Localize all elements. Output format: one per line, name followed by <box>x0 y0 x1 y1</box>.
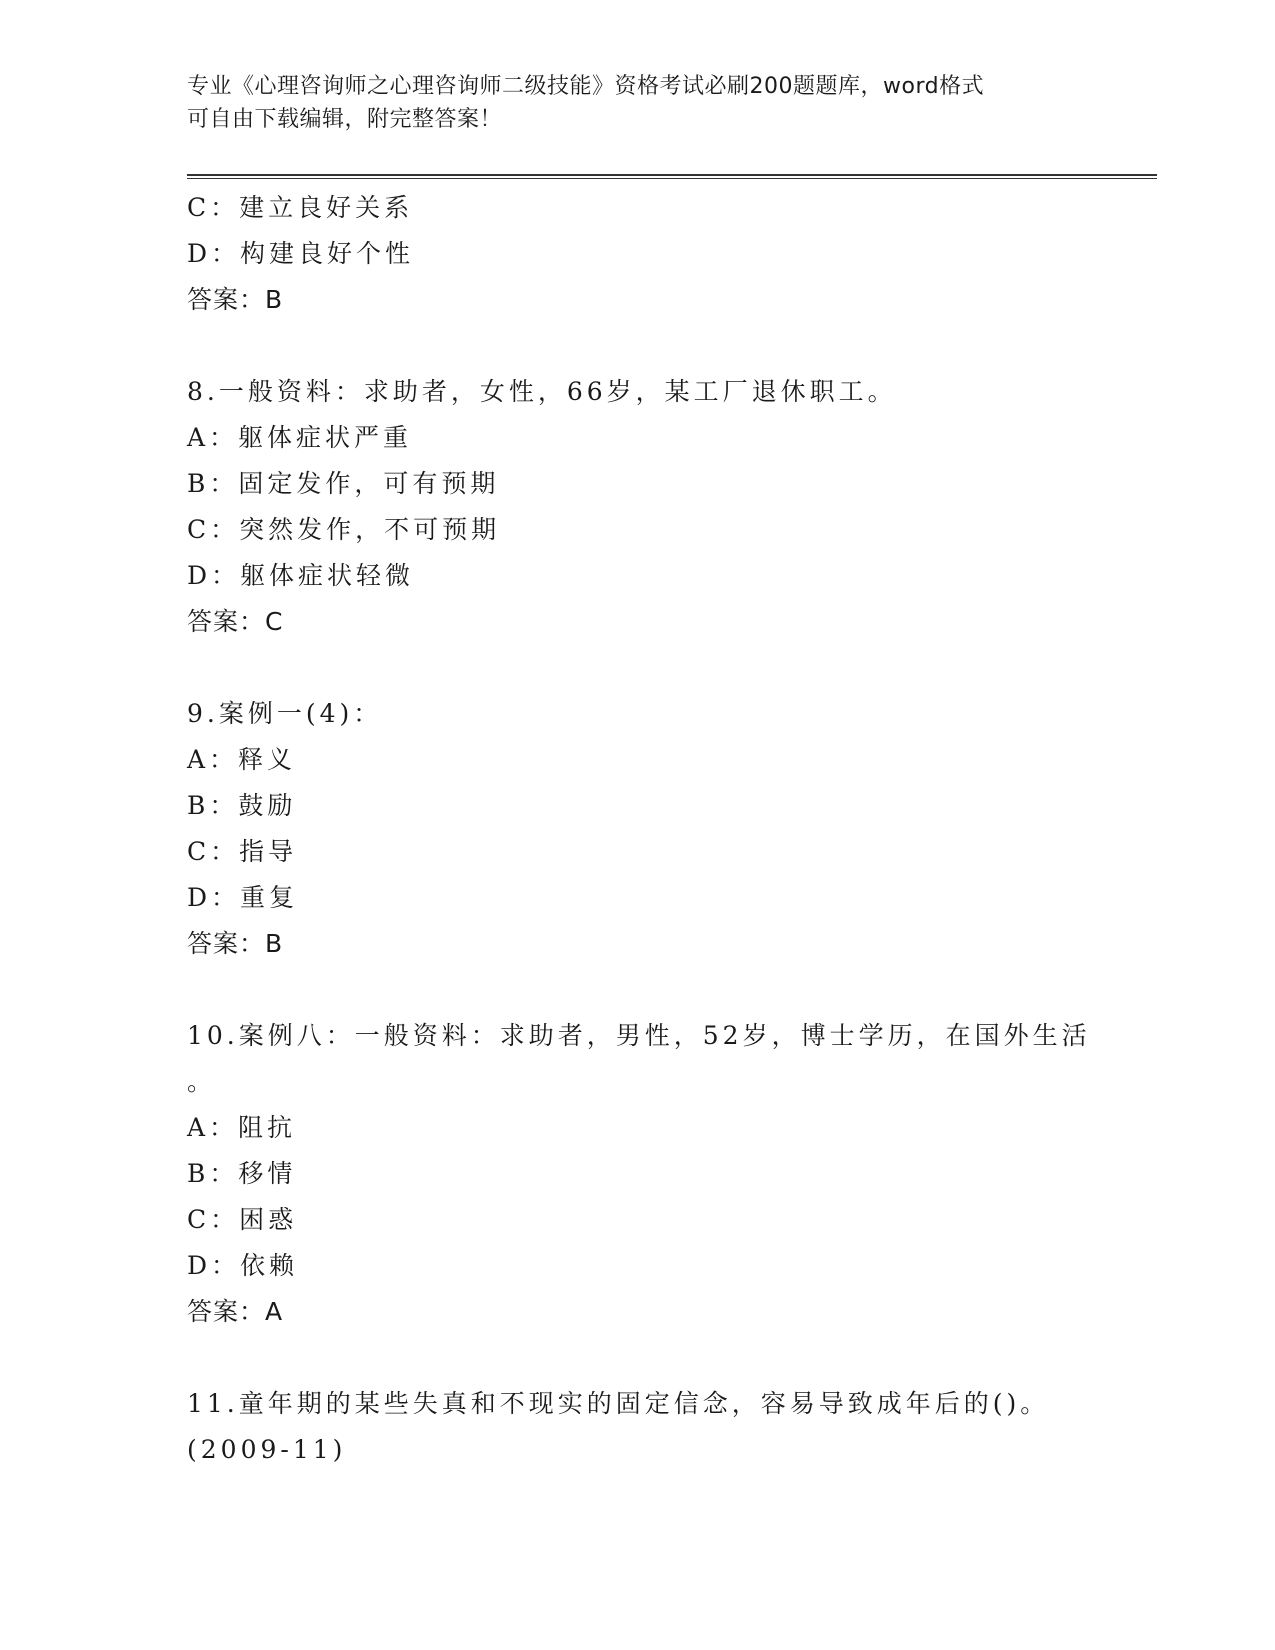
q9-option-b: B：鼓励 <box>187 791 297 820</box>
q9-option-d: D：重复 <box>187 883 299 912</box>
q11-question-line-1: 11.童年期的某些失真和不现实的固定信念，容易导致成年后的()。 <box>187 1389 1050 1418</box>
q10-option-a: A：阻抗 <box>187 1113 297 1142</box>
q10-question-line-2: 。 <box>187 1067 217 1096</box>
q10-answer: 答案：A <box>187 1297 284 1326</box>
q7-answer: 答案：B <box>187 285 284 314</box>
q8-option-c: C：突然发作，不可预期 <box>187 515 501 544</box>
q9-option-a: A：释义 <box>187 745 297 774</box>
document-page <box>187 70 1157 1473</box>
spacer <box>187 967 1157 1013</box>
header-line-1: 专业《心理咨询师之心理咨询师二级技能》资格考试必刷200题题库，word格式 <box>187 74 985 99</box>
q7-option-d: D：构建良好个性 <box>187 239 415 268</box>
spacer <box>187 645 1157 691</box>
header-divider <box>187 174 1157 179</box>
q9-option-c: C：指导 <box>187 837 298 866</box>
q9-answer: 答案：B <box>187 929 284 958</box>
q7-option-c: C：建立良好关系 <box>187 193 414 222</box>
spacer <box>187 323 1157 369</box>
q8-option-a: A：躯体症状严重 <box>187 423 413 452</box>
q10-option-b: B：移情 <box>187 1159 297 1188</box>
q10-option-d: D：依赖 <box>187 1251 299 1280</box>
question-list <box>187 185 1157 1473</box>
q8-question: 8.一般资料：求助者，女性，66岁，某工厂退休职工。 <box>187 377 897 406</box>
q10-question-line-1: 10.案例八：一般资料：求助者，男性，52岁，博士学历，在国外生活 <box>187 1021 1091 1050</box>
q8-option-d: D：躯体症状轻微 <box>187 561 415 590</box>
document-header <box>187 70 1067 136</box>
q11-question-line-2: (2009-11) <box>187 1435 347 1464</box>
spacer <box>187 1335 1157 1381</box>
header-line-2: 可自由下载编辑，附完整答案！ <box>187 107 503 132</box>
q8-answer: 答案：C <box>187 607 284 636</box>
q9-question: 9.案例一(4)： <box>187 699 383 728</box>
q8-option-b: B：固定发作，可有预期 <box>187 469 500 498</box>
q10-option-c: C：困惑 <box>187 1205 298 1234</box>
